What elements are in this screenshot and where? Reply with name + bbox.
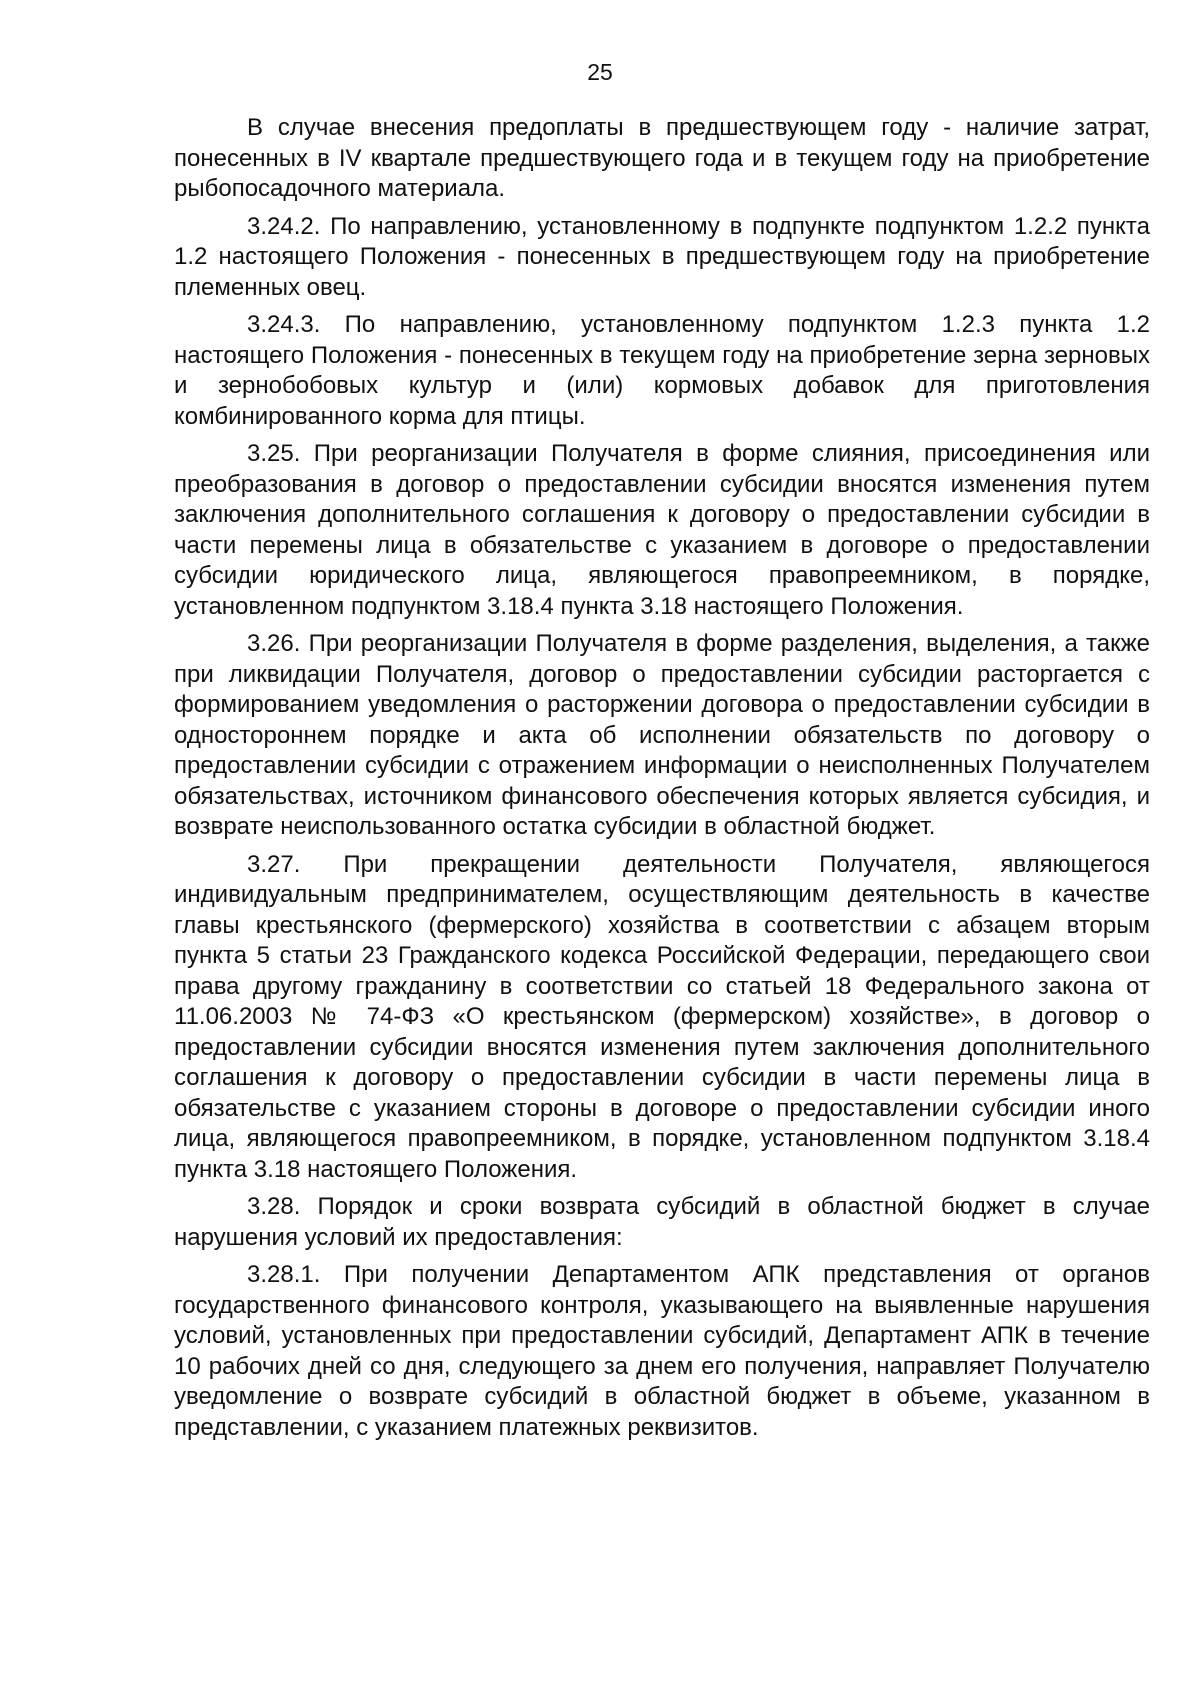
paragraph-3-28-1: 3.28.1. При получении Департаментом АПК представления от органов государственного финансового контроля, указывающего на выявленные нарушения условий, установленных при предоставлении субсидий, Департамент АПК в течение 10 рабочих дней со дня, следующего за днем его получения, направляет Получателю уведомление о возврате субсидий в областной бюджет в объеме, указанном в представлении, с указанием платежных реквизитов. — [174, 1261, 1150, 1441]
paragraph-3-27: 3.27. При прекращении деятельности Получателя, являющегося индивидуальным предпринимателем, осуществляющим деятельность в качестве главы крестьянского (фермерского) хозяйства в соответствии с абзацем вторым пункта 5 статьи 23 Гражданского кодекса Российской Федерации, передающего свои права другому гражданину в соответствии со статьей 18 Федерального закона от 11.06.2003 № 74-ФЗ «О крестьянском (фермерском) хозяйстве», в договор о предоставлении субсидии вносятся изменения путем заключения дополнительного соглашения к договору о предоставлении субсидии в части перемены лица в обязательстве с указанием стороны в договоре о предоставлении субсидии иного лица, являющегося правопреемником, в порядке, установленном подпунктом 3.18.4 пункта 3.18 настоящего Положения. — [174, 850, 1150, 1183]
paragraph-prepayment: В случае внесения предоплаты в предшествующем году - наличие затрат, понесенных в IV квартале предшествующего года и в текущем году на приобретение рыбопосадочного материала. — [174, 114, 1150, 202]
paragraph-3-28: 3.28. Порядок и сроки возврата субсидий в областной бюджет в случае нарушения условий их предоставления: — [174, 1193, 1150, 1251]
paragraph-3-24-2: 3.24.2. По направлению, установленному в подпункте подпунктом 1.2.2 пункта 1.2 настоящего Положения - понесенных в предшествующем году на приобретение племенных овец. — [174, 212, 1150, 301]
paragraph-3-24-3: 3.24.3. По направлению, установленному подпунктом 1.2.3 пункта 1.2 настоящего Положения - понесенных в текущем году на приобретение зерна зерновых и зернобобовых культур и (или) кормовых добавок для приготовления комбинированного корма для птицы. — [174, 311, 1150, 430]
document-body — [174, 113, 1150, 1450]
paragraph-3-25: 3.25. При реорганизации Получателя в форме слияния, присоединения или преобразования в договор о предоставлении субсидии вносятся изменения путем заключения дополнительного соглашения к договору о предоставлении субсидии в части перемены лица в обязательстве с указанием в договоре о предоставлении субсидии юридического лица, являющегося правопреемником, в порядке, установленном подпунктом 3.18.4 пункта 3.18 настоящего Положения. — [174, 440, 1150, 620]
paragraph-3-26: 3.26. При реорганизации Получателя в форме разделения, выделения, а также при ликвидации Получателя, договор о предоставлении субсидии расторгается с формированием уведомления о расторжении договора о предоставлении субсидии в одностороннем порядке и акта об исполнении обязательств по договору о предоставлении субсидии с отражением информации о неисполненных Получателем обязательствах, источником финансового обеспечения которых является субсидия, и возврате неиспользованного остатка субсидии в областной бюджет. — [174, 630, 1150, 840]
page-number: 25 — [587, 59, 613, 85]
